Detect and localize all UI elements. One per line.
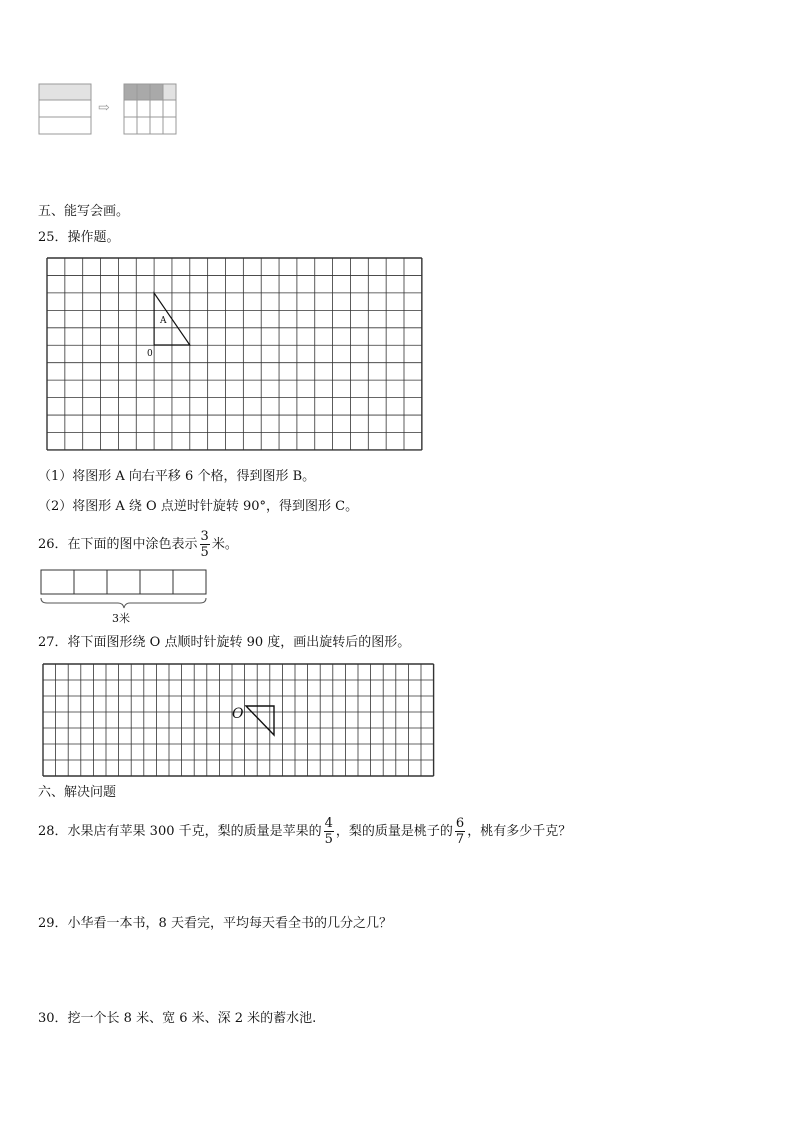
q28-frac2-numerator: 6 <box>455 816 465 831</box>
q28-part2: ，梨的质量是桃子的 <box>335 824 453 839</box>
q26-denominator: 5 <box>200 545 209 560</box>
q25-sub2: （2）将图形 A 绕 O 点逆时针旋转 90°，得到图形 C。 <box>38 499 359 514</box>
q28-question <box>38 816 571 847</box>
q28-fraction2 <box>455 816 465 847</box>
q28-part3: ，桃有多少千克？ <box>467 824 572 839</box>
section5-heading: 五、能写会画。 <box>38 204 130 219</box>
q26-suffix: 米。 <box>211 537 238 552</box>
q25-title: 25．操作题。 <box>38 230 120 245</box>
q28-part1: 28．水果店有苹果 300 千克，梨的质量是苹果的 <box>38 824 322 839</box>
q30-question: 30．挖一个长 8 米、宽 6 米、深 2 米的蓄水池. <box>38 1011 317 1026</box>
q26-bar-label: 3米 <box>112 612 130 625</box>
q28-fraction1 <box>324 816 334 847</box>
q28-frac1-numerator: 4 <box>324 816 333 831</box>
arrow-icon: ⇨ <box>98 100 110 116</box>
q25-sub1: （1）将图形 A 向右平移 6 个格，得到图形 B。 <box>38 469 316 484</box>
q28-frac1-denominator: 5 <box>324 832 333 847</box>
q26-numerator: 3 <box>200 529 209 544</box>
q25-label-a: A <box>160 316 167 326</box>
q28-frac2-denominator: 7 <box>455 832 465 847</box>
q25-label-o: 0 <box>147 349 153 359</box>
q27-label-o: O <box>232 706 244 722</box>
q26-prefix: 26．在下面的图中涂色表示 <box>38 537 198 552</box>
q27-title: 27．将下面图形绕 O 点顺时针旋转 90 度，画出旋转后的图形。 <box>38 635 411 650</box>
section6-heading: 六、解决问题 <box>38 785 117 800</box>
q29-question: 29．小华看一本书，8 天看完，平均每天看全书的几分之几？ <box>38 916 392 931</box>
